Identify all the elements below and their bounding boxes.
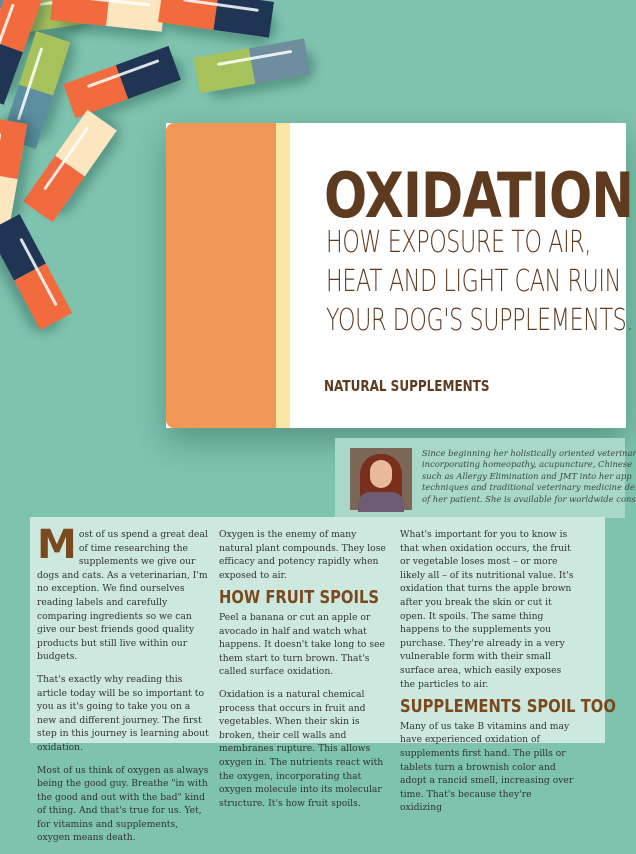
paragraph: Oxidation is a natural chemical process that occurs in fruit and vegetables. When their skin is broken, their cell walls and membranes rupture. This allows oxygen in. The nutrients react with the oxygen, incorporating that oxygen molecule into its molecular structure. It's how fruit spoils. xyxy=(219,688,384,809)
paragraph: That's exactly why reading this article today will be so important to you as it's going to take you on a new and different journey. The first step in this journey is learning about oxidation. xyxy=(37,673,209,753)
section-heading: HOW FRUIT SPOILS xyxy=(219,587,379,609)
paragraph: Many of us take B vitamins and may have experienced oxidation of supplements first hand. The pills or tablets turn a brownish color and adopt a rancid smell, increasing over time. That's because they're oxidizing xyxy=(400,720,574,814)
article-title: OXIDATION xyxy=(324,159,634,232)
pill-graphic xyxy=(63,46,181,118)
author-photo xyxy=(350,448,412,510)
article-column-2 xyxy=(219,528,391,819)
title-card xyxy=(166,123,634,428)
article-column-1 xyxy=(37,522,209,854)
paragraph: Most of us think of oxygen as always being the good guy. Breathe "in with the good and out with the bad" kind of thing. And that's true for us. Yet, for vitamins and supplements, oxygen means death. xyxy=(37,764,209,844)
bio-line: incorporating homeopathy, acupuncture, Chinese xyxy=(422,459,633,470)
paragraph: What's important for you to know is that when oxidation occurs, the fruit or vegetable loses most – or more likely all – of its nutritional value. It's oxidation that turns the apple brown after you break the skin or cut it open. It spoils. The same thing happens to the supplements you purchase. They're already in a very vulnerable form with their small surface area, which easily exposes the particles to air. xyxy=(400,529,574,690)
pill-graphic xyxy=(158,0,274,38)
article-subtitle-line-3: YOUR DOG'S SUPPLEMENTS. xyxy=(326,303,634,338)
bio-line: techniques and traditional veterinary medicine de xyxy=(422,482,635,493)
bio-line: of her patient. She is available for worldwide cons xyxy=(422,493,636,504)
article-subtitle-line-1: HOW EXPOSURE TO AIR, xyxy=(326,225,592,260)
drop-cap: M xyxy=(37,522,77,568)
section-kicker: NATURAL SUPPLEMENTS xyxy=(324,377,490,395)
bio-line: Since beginning her holistically oriented veterinar xyxy=(422,448,636,458)
card-accent-bar xyxy=(166,123,276,428)
pill-graphic xyxy=(50,0,165,32)
bio-line: such as Allergy Elimination and JMT into her app xyxy=(422,470,632,481)
paragraph: Peel a banana or cut an apple or avocado in half and watch what happens. It doesn't take long to see them start to turn brown. That's called surface oxidation. xyxy=(219,611,385,678)
pill-graphic xyxy=(194,39,311,94)
paragraph: Oxygen is the enemy of many natural plant compounds. They lose efficacy and potency rapidly when exposed to air. xyxy=(219,529,386,581)
section-heading: SUPPLEMENTS SPOIL TOO xyxy=(400,696,616,718)
article-column-3 xyxy=(400,528,616,824)
paragraph: Most of us spend a great deal of time researching the supplements we give our dogs and cats. As a veterinarian, I'm no exception. We find ourselves reading labels and carefully comparing ingredients so we can give our best friends good quality products but still live within our budgets. xyxy=(37,522,208,663)
pill-graphic xyxy=(0,214,72,330)
author-bio-text xyxy=(422,448,636,505)
article-subtitle-line-2: HEAT AND LIGHT CAN RUIN xyxy=(326,264,621,299)
card-accent-stripe xyxy=(276,123,290,428)
